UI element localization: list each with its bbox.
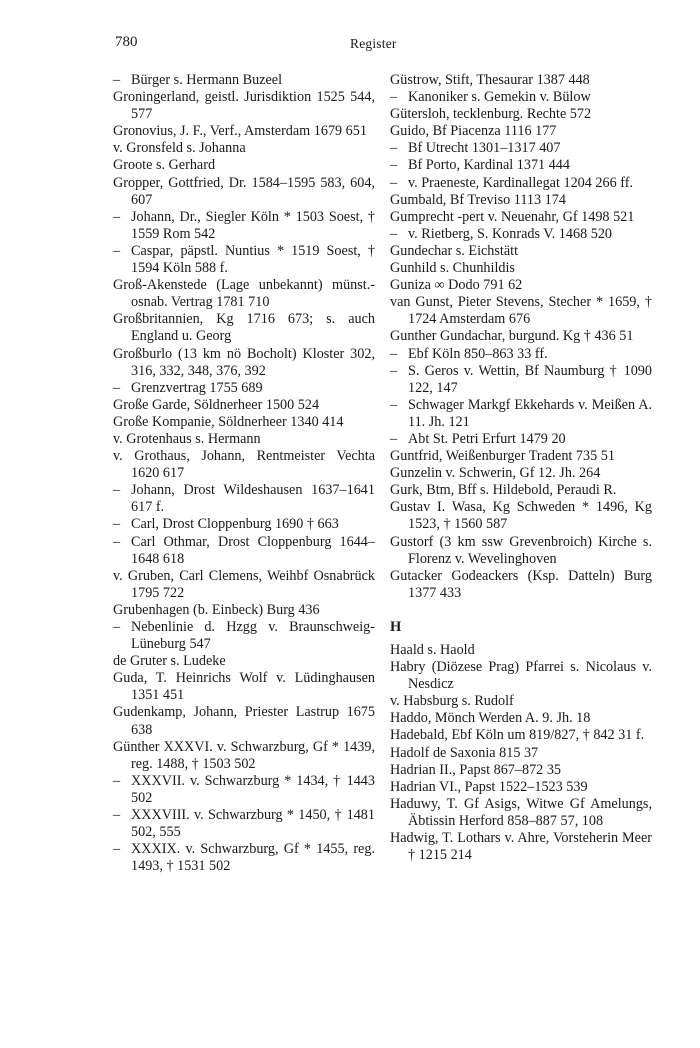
subentry-dash: – — [113, 242, 121, 259]
entry-text: Nebenlinie d. Hzgg v. Braunschweig-Lüneburg 547 — [131, 619, 375, 653]
index-entry — [390, 192, 652, 209]
index-entry — [390, 727, 652, 744]
entry-text: Grenzvertrag 1755 689 — [131, 379, 263, 396]
index-subentry — [113, 807, 375, 841]
entry-text: v. Gronsfeld s. Johanna — [113, 140, 246, 157]
index-entry — [113, 739, 375, 773]
entry-text: Guido, Bf Piacenza 1116 177 — [390, 123, 557, 140]
index-entry — [390, 710, 652, 727]
subentry-dash: – — [113, 772, 121, 789]
entry-text: Gutacker Godeackers (Ksp. Datteln) Burg 1377 433 — [390, 567, 652, 601]
entry-text: XXXVII. v. Schwarzburg * 1434, † 1443 502 — [131, 772, 375, 806]
index-entry — [390, 499, 652, 533]
index-entry — [113, 89, 375, 123]
entry-text: v. Gruben, Carl Clemens, Weihbf Osnabrück 1795 722 — [113, 567, 375, 601]
index-entry — [113, 431, 375, 448]
entry-text: Gustav I. Wasa, Kg Schweden * 1496, Kg 1523, † 1560 587 — [390, 499, 652, 533]
index-subentry — [113, 841, 375, 875]
index-subentry — [113, 619, 375, 653]
subentry-dash: – — [113, 807, 121, 824]
index-entry — [113, 123, 375, 140]
index-subentry — [113, 482, 375, 516]
entry-text: Großburlo (13 km nö Bocholt) Kloster 302, 316, 332, 348, 376, 392 — [113, 345, 375, 379]
entry-text: Gustorf (3 km ssw Grevenbroich) Kirche s. Florenz v. Wevelinghoven — [390, 533, 652, 567]
index-column-right — [390, 72, 652, 864]
entry-text: Hadebald, Ebf Köln um 819/827, † 842 31 f. — [390, 727, 645, 744]
index-subentry — [390, 175, 652, 192]
index-subentry — [390, 431, 652, 448]
index-entry — [390, 693, 652, 710]
entry-text: Ebf Köln 850–863 33 ff. — [408, 345, 548, 362]
entry-text: Gütersloh, tecklenburg. Rechte 572 — [390, 106, 592, 123]
entry-text: Bf Porto, Kardinal 1371 444 — [408, 157, 570, 174]
entry-text: Bf Utrecht 1301–1317 407 — [408, 140, 561, 157]
subentry-dash: – — [113, 482, 121, 499]
index-entry — [113, 346, 375, 380]
entry-text: Gropper, Gottfried, Dr. 1584–1595 583, 604, 607 — [113, 174, 375, 208]
subentry-dash: – — [390, 430, 398, 447]
index-entry — [390, 779, 652, 796]
index-entry — [390, 72, 652, 89]
entry-text: Haald s. Haold — [390, 642, 475, 658]
entry-text: Haduwy, T. Gf Asigs, Witwe Gf Amelungs, Äbtissin Herford 858–887 57, 108 — [390, 795, 652, 829]
index-entry — [390, 106, 652, 123]
index-entry — [113, 277, 375, 311]
entry-text: Günther XXXVI. v. Schwarzburg, Gf * 1439, reg. 1488, † 1503 502 — [113, 738, 375, 772]
entry-text: S. Geros v. Wettin, Bf Naumburg † 1090 122, 147 — [408, 362, 652, 396]
index-entry — [390, 209, 652, 226]
section-letter-heading: H — [390, 618, 402, 635]
entry-text: XXXVIII. v. Schwarzburg * 1450, † 1481 502, 555 — [131, 807, 375, 841]
entry-text: Gudenkamp, Johann, Priester Lastrup 1675 638 — [113, 704, 375, 738]
index-entry — [113, 568, 375, 602]
index-subentry — [390, 157, 652, 174]
index-entry — [390, 745, 652, 762]
index-entry — [113, 397, 375, 414]
entry-text: Große Garde, Söldnerheer 1500 524 — [113, 396, 320, 413]
entry-text: Caspar, päpstl. Nuntius * 1519 Soest, † 1594 Köln 588 f. — [131, 242, 375, 277]
entry-text: Gumbald, Bf Treviso 1113 174 — [390, 191, 566, 208]
entry-text: van Gunst, Pieter Stevens, Stecher * 1659, † 1724 Amsterdam 676 — [390, 294, 652, 328]
entry-text: Carl, Drost Cloppenburg 1690 † 663 — [131, 516, 339, 533]
entry-text: Carl Othmar, Drost Cloppenburg 1644–1648 618 — [131, 533, 375, 567]
index-entry — [113, 602, 375, 619]
entry-text: Gundechar s. Eichstätt — [390, 242, 519, 259]
index-entry — [390, 659, 652, 693]
entry-text: Hadrian II., Papst 867–872 35 — [390, 761, 562, 778]
index-entry — [390, 123, 652, 140]
index-subentry — [390, 346, 652, 363]
index-entry — [390, 642, 652, 659]
index-subentry — [113, 209, 375, 243]
index-entry — [390, 762, 652, 779]
entry-text: Gronovius, J. F., Verf., Amsterdam 1679 651 — [113, 123, 367, 140]
entry-text: Hadrian VI., Papst 1522–1523 539 — [390, 778, 588, 795]
entry-text: Habry (Diözese Prag) Pfarrei s. Nicolaus v. Nesdicz — [390, 659, 652, 693]
index-entry — [390, 260, 652, 277]
entry-text: Johann, Dr., Siegler Köln * 1503 Soest, † 1559 Rom 542 — [131, 208, 375, 242]
entry-text: Gumprecht -pert v. Neuenahr, Gf 1498 521 — [390, 208, 635, 225]
subentry-dash: – — [113, 72, 121, 88]
index-entry — [113, 448, 375, 482]
entry-text: Gunhild s. Chunhildis — [390, 260, 515, 277]
index-entry — [390, 796, 652, 830]
entry-text: v. Habsburg s. Rudolf — [390, 693, 514, 710]
index-subentry — [113, 516, 375, 533]
entry-text: de Gruter s. Ludeke — [113, 653, 226, 670]
entry-text: Guniza ∞ Dodo 791 62 — [390, 277, 523, 294]
entry-text: Groningerland, geistl. Jurisdiktion 1525 544, 577 — [113, 89, 375, 123]
page-number: 780 — [115, 34, 138, 50]
index-entry — [390, 482, 652, 499]
index-entry — [390, 568, 652, 602]
subentry-dash: – — [113, 533, 121, 550]
entry-text: Abt St. Petri Erfurt 1479 20 — [408, 430, 566, 447]
index-column-left — [113, 72, 375, 875]
index-entry — [113, 704, 375, 738]
subentry-dash: – — [113, 619, 121, 635]
entry-text: Johann, Drost Wildeshausen 1637–1641 617 f. — [131, 482, 375, 516]
index-entry — [390, 328, 652, 345]
entry-text: Güstrow, Stift, Thesaurar 1387 448 — [390, 72, 590, 88]
subentry-dash: – — [113, 208, 121, 225]
entry-text: v. Praeneste, Kardinallegat 1204 266 ff. — [408, 174, 633, 191]
entry-text: v. Rietberg, S. Konrads V. 1468 520 — [408, 225, 613, 242]
entry-text: Gunther Gundachar, burgund. Kg † 436 51 — [390, 328, 634, 345]
entry-text: Große Kompanie, Söldnerheer 1340 414 — [113, 413, 344, 430]
entry-text: Haddo, Mönch Werden A. 9. Jh. 18 — [390, 710, 591, 727]
entry-text: v. Grotenhaus s. Hermann — [113, 430, 261, 447]
entry-text: Groß-Akenstede (Lage unbekannt) münst.-osnab. Vertrag 1781 710 — [113, 277, 375, 311]
entry-text: Grubenhagen (b. Einbeck) Burg 436 — [113, 601, 320, 618]
running-title: Register — [350, 36, 397, 51]
subentry-dash: – — [390, 140, 398, 157]
index-entry — [113, 175, 375, 209]
subentry-dash: – — [390, 174, 398, 191]
index-entry — [390, 830, 652, 864]
index-subentry — [390, 226, 652, 243]
entry-text: Kanoniker s. Gemekin v. Bülow — [408, 89, 591, 106]
entry-text: Guda, T. Heinrichs Wolf v. Lüdinghausen 1351 451 — [113, 670, 375, 704]
subentry-dash: – — [390, 89, 398, 106]
index-subentry — [113, 243, 375, 277]
subentry-dash: – — [390, 345, 398, 362]
index-entry — [113, 157, 375, 174]
entry-text: Bürger s. Hermann Buzeel — [131, 72, 283, 88]
entry-text: Groote s. Gerhard — [113, 157, 216, 174]
index-subentry — [390, 140, 652, 157]
subentry-dash: – — [390, 157, 398, 174]
index-entry — [113, 140, 375, 157]
subentry-dash: – — [113, 841, 121, 858]
index-entry — [390, 448, 652, 465]
index-subentry — [113, 380, 375, 397]
index-entry — [390, 277, 652, 294]
index-subentry — [113, 773, 375, 807]
subentry-dash: – — [390, 396, 398, 413]
index-entry — [113, 311, 375, 345]
index-entry — [390, 465, 652, 482]
index-subentry — [390, 89, 652, 106]
entry-text: Gurk, Btm, Bff s. Hildebold, Peraudi R. — [390, 482, 617, 499]
subentry-dash: – — [390, 362, 398, 379]
entry-text: v. Grothaus, Johann, Rentmeister Vechta 1620 617 — [113, 448, 375, 482]
index-entry — [113, 414, 375, 431]
subentry-dash: – — [390, 225, 398, 242]
subentry-dash: – — [113, 516, 121, 533]
index-subentry — [390, 363, 652, 397]
index-subentry — [390, 397, 652, 431]
entry-text: Schwager Markgf Ekkehards v. Meißen A. 11. Jh. 121 — [408, 396, 652, 430]
index-entry — [390, 294, 652, 328]
entry-text: XXXIX. v. Schwarzburg, Gf * 1455, reg. 1493, † 1531 502 — [131, 841, 375, 875]
subentry-dash: – — [113, 379, 121, 396]
index-entry — [390, 243, 652, 260]
entry-text: Gunzelin v. Schwerin, Gf 12. Jh. 264 — [390, 465, 601, 482]
index-subentry — [113, 534, 375, 568]
entry-text: Guntfrid, Weißenburger Tradent 735 51 — [390, 448, 615, 465]
entry-text: Großbritannien, Kg 1716 673; s. auch England u. Georg — [113, 311, 375, 345]
index-entry — [113, 670, 375, 704]
entry-text: Hadwig, T. Lothars v. Ahre, Vorsteherin Meer † 1215 214 — [390, 830, 652, 864]
index-subentry — [113, 72, 375, 89]
index-entry — [390, 534, 652, 568]
entry-text: Hadolf de Saxonia 815 37 — [390, 744, 539, 761]
index-entry — [113, 653, 375, 670]
